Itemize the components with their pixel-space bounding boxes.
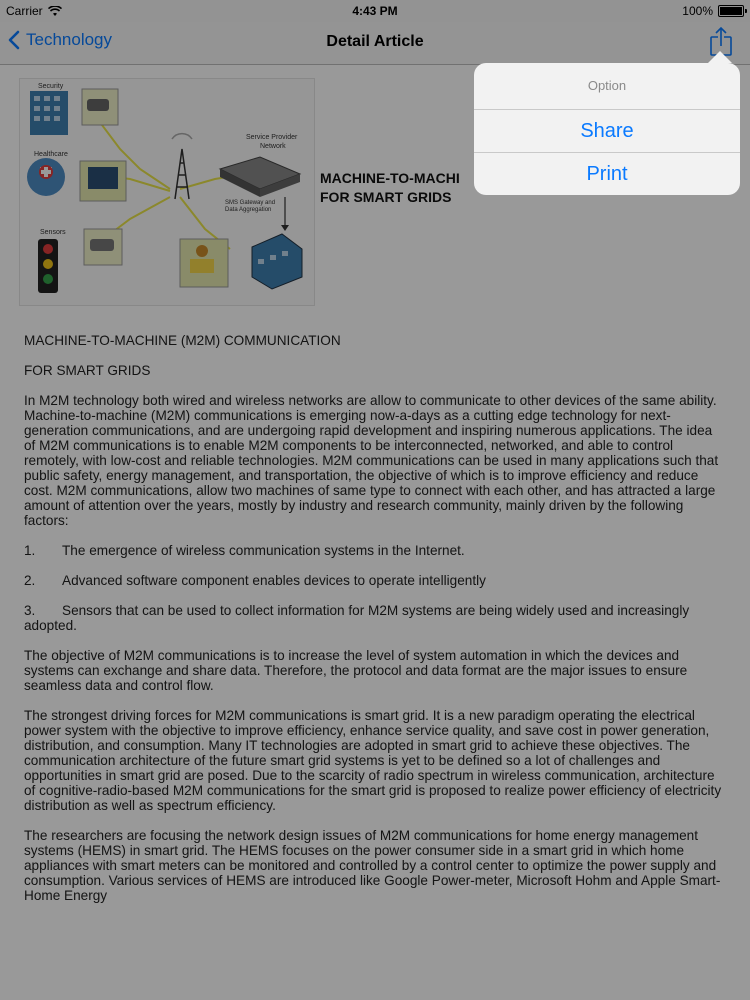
battery-percent: 100%	[682, 4, 713, 18]
security-label: Security	[38, 83, 64, 90]
list-number: 3.	[24, 603, 36, 618]
page-title: Detail Article	[326, 33, 424, 50]
article-paragraph-2: The objective of M2M communications is to increase the level of system automation in which the devices and systems can exchange and share data. Therefore, the protocol and data format are the major issues to ensure seamless data and control flow.	[24, 648, 688, 693]
carrier-label: Carrier	[6, 4, 43, 18]
list-number: 1.	[24, 543, 36, 558]
article-paragraph-1: In M2M technology both wired and wireless networks are allow to communicate to other devices of the same ability. Machine-to-machine (M2M) communications is emerging now-a-days as a cutting edge technology for next-generation communications, and are undergoing rapid development and inspiring numerous applications. The idea of M2M communications is to enable M2M components to be interconnected, networked, and able to control remotely, with low-cost and reliable technologies. M2M communications can be used in many applications such that public safety, energy management, and transportation, the objective of which is to improve efficiency and reduce cost. M2M communications, allow two machines of same type to connect with each other, and has attracted a large amount of attention over the years, mostly by industry and research community, mainly driven by the following factors:	[24, 393, 719, 528]
article-paragraph-3: The strongest driving forces for M2M communications is smart grid. It is a new paradigm operating the electrical power system with the objective to improve efficiency, enhance service quality, and save cost in power generation, distribution, and consumption. Many IT technologies are adopted in smart grid to achieve these objectives. The communication architecture of the future smart grid systems is yet to be defined so a lot of challenges and opportunities in smart grid are posed. Due to the scarcity of radio spectrum in wireless communication, architecture of cognitive-radio-based M2M communications for the smart grid is proposed to realize power efficiency of electricity distribution as well as spectrum efficiency.	[24, 708, 722, 813]
gateway-label-2: Data Aggregation	[225, 207, 272, 213]
gateway-label-1: SMS Gateway and	[225, 200, 276, 206]
list-number: 2.	[24, 573, 36, 588]
print-button[interactable]: Print	[586, 163, 628, 185]
service-provider-label-2: Network	[260, 143, 286, 150]
back-button-label: Technology	[26, 30, 113, 49]
options-popover	[474, 63, 740, 195]
list-text: The emergence of wireless communication systems in the Internet.	[62, 543, 465, 558]
article-heading-2: FOR SMART GRIDS	[24, 363, 151, 378]
share-button[interactable]: Share	[474, 110, 740, 153]
list-text: Advanced software component enables devices to operate intelligently	[62, 573, 486, 588]
status-time: 4:43 PM	[352, 4, 398, 18]
popover-arrow	[708, 51, 732, 63]
popover-title: Option	[474, 63, 740, 110]
healthcare-label: Healthcare	[34, 151, 68, 158]
list-text: Sensors that can be used to collect information for M2M systems are being widely used and increasingly adopted.	[24, 603, 690, 633]
article-heading-1: MACHINE-TO-MACHINE (M2M) COMMUNICATION	[24, 333, 341, 348]
article-paragraph-4: The researchers are focusing the network design issues of M2M communications for home energy management systems (HEMS) in smart grid. The HEMS focuses on the power consumer side in a smart grid in which home appliances with smart meters can be monitored and controlled by a control center to optimize the power supply and consumption. Various services of HEMS are introduced like Google Power-meter, Microsoft Hohm and Apple Smart-Home Energy	[24, 828, 721, 903]
sensors-label: Sensors	[40, 229, 66, 236]
figure-caption-line1: MACHINE-TO-MACHI	[320, 170, 460, 186]
figure-caption-line2: FOR SMART GRIDS	[320, 189, 452, 205]
service-provider-label-1: Service Provider	[246, 134, 298, 141]
